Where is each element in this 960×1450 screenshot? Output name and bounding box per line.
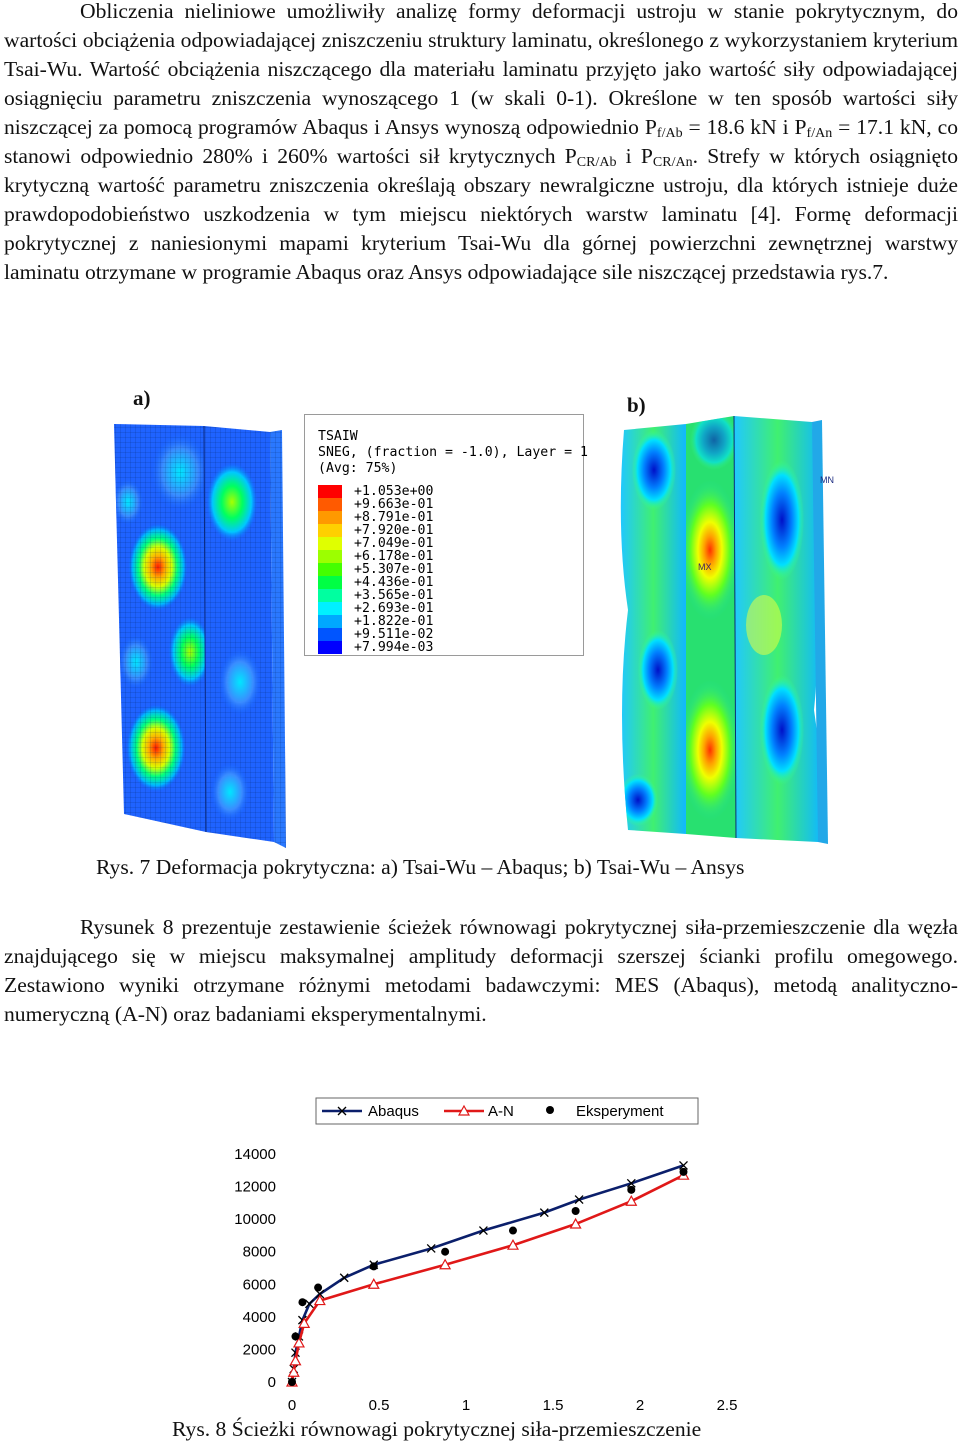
legend-value: +4.436e-01 — [354, 575, 434, 590]
legend-swatch — [318, 615, 342, 628]
figure-label-a: a) — [133, 386, 151, 410]
x-tick-label: 2.5 — [716, 1397, 738, 1414]
legend-swatch — [318, 550, 342, 563]
para1-text-1: Obliczenia nieliniowe umożliwiły analizę formy deformacji ustroju w stanie pokrytycznym, do wartości obciążenia odpowiadającej zniszczeniu struktury laminatu, określonego z wykorzystaniem kryterium Tsai-Wu. Wartość obciążenia niszczącego dla materiału laminatu przyjęto jako wartość siły odpowiadającej osiągnięciu parametru zniszczenia wynoszącego 1 (w skali 0-1). Określone w ten sposób wartości siły niszczącej za pomocą programów Abaqus i Ansys wynoszą odpowiednio P — [4, 0, 958, 139]
legend-label: Abaqus — [368, 1103, 419, 1120]
chart-legend — [316, 1098, 698, 1124]
tsaiw-legend — [304, 414, 588, 656]
para1-sub-2: f/An — [806, 126, 833, 141]
para1-text-4: i P — [616, 144, 653, 168]
x-tick-label: 1 — [461, 1397, 471, 1414]
legend-value: +1.822e-01 — [354, 614, 434, 629]
ansys-min-label: MN — [820, 475, 834, 485]
legend-value: +8.791e-01 — [354, 510, 434, 525]
marker-dot — [441, 1248, 449, 1256]
y-tick-label: 6000 — [242, 1276, 276, 1294]
series-line — [292, 1175, 684, 1382]
legend-value: +5.307e-01 — [354, 562, 434, 577]
legend-swatch — [318, 602, 342, 615]
legend-title-1: TSAIW — [318, 429, 358, 444]
figure7-caption: Rys. 7 Deformacja pokrytyczna: a) Tsai-Wu – Abaqus; b) Tsai-Wu – Ansys — [96, 855, 745, 879]
x-tick-label: 2 — [635, 1397, 645, 1414]
legend-swatch — [318, 641, 342, 654]
series-line — [292, 1165, 684, 1382]
figure8-caption: Rys. 8 Ścieżki równowagi pokrytycznej siła-przemieszczenie — [172, 1417, 702, 1441]
marker-dot — [291, 1332, 299, 1340]
marker-dot — [370, 1262, 378, 1270]
equilibrium-path-chart — [200, 1090, 760, 1420]
figure8-chart — [200, 1090, 760, 1425]
para1-text-3: = 17.1 kN, co stanowi odpowiednio 280% i 260% wartości sił krytycznych P — [4, 115, 958, 168]
legend-swatch — [318, 511, 342, 524]
x-tick-label: 0.5 — [368, 1397, 390, 1414]
legend-value: +7.994e-03 — [354, 640, 434, 655]
abaqus-fem-image — [100, 412, 310, 852]
x-tick-label: 1.5 — [542, 1397, 564, 1414]
legend-value: +7.920e-01 — [354, 523, 434, 538]
legend-label: Eksperyment — [576, 1103, 664, 1120]
marker-dot — [288, 1378, 296, 1386]
legend-title-3: (Avg: 75%) — [318, 461, 398, 476]
para1-sub-3: CR/Ab — [576, 155, 617, 170]
legend-value: +3.565e-01 — [354, 588, 434, 603]
y-tick-label: 4000 — [242, 1308, 276, 1326]
marker-dot — [314, 1284, 322, 1292]
legend-level-12 — [318, 641, 433, 654]
y-tick-label: 0 — [267, 1374, 276, 1391]
legend-value: +1.053e+00 — [354, 484, 434, 499]
para1-text-5: . Strefy w których osiągnięto krytyczną wartość parametru zniszczenia określają obszary newralgiczne ustroju, dla których istnieje duże prawdopodobieństwo uszkodzenia w tym miejscu niektórych warstw laminatu [4]. Formę deformacji pokrytycznej z naniesionymi mapami kryterium Tsai-Wu dla górnej powierzchni zewnętrznej warstwy laminatu otrzymane w programie Abaqus oraz Ansys odpowiadające sile niszczącej przedstawia rys.7. — [4, 144, 958, 284]
legend-title-2: SNEG, (fraction = -1.0), Layer = 1 — [318, 445, 588, 460]
legend-value: +6.178e-01 — [354, 549, 434, 564]
para1-sub-1: f/Ab — [656, 126, 683, 141]
y-tick-label: 2000 — [242, 1341, 276, 1359]
ansys-fem-image — [614, 410, 832, 844]
legend-label: A-N — [488, 1103, 514, 1120]
y-tick-label: 8000 — [242, 1243, 276, 1261]
paragraph-1 — [4, 0, 958, 287]
marker-dot — [572, 1207, 580, 1215]
figure-label-b: b) — [627, 393, 646, 417]
legend-swatch — [318, 589, 342, 602]
y-tick-label: 10000 — [234, 1211, 276, 1229]
marker-dot — [298, 1298, 306, 1306]
y-tick-label: 12000 — [234, 1178, 276, 1196]
para1-sub-4: CR/An — [652, 155, 693, 170]
chart-series — [287, 1161, 689, 1386]
legend-value: +9.663e-01 — [354, 497, 434, 512]
y-tick-label: 14000 — [234, 1146, 276, 1163]
legend-swatch — [318, 485, 342, 498]
legend-swatch — [318, 537, 342, 550]
para1-text-2: = 18.6 kN i P — [682, 115, 807, 139]
marker-triangle — [290, 1356, 300, 1365]
x-tick-label: 0 — [287, 1397, 297, 1414]
marker-dot — [546, 1106, 554, 1114]
legend-value: +2.693e-01 — [354, 601, 434, 616]
series-an — [287, 1170, 689, 1386]
marker-dot — [509, 1227, 517, 1235]
legend-swatch — [318, 498, 342, 511]
series-abaqus — [288, 1161, 688, 1386]
legend-swatch — [318, 524, 342, 537]
paragraph-2: Rysunek 8 prezentuje zestawienie ścieżek równowagi pokrytycznej siła-przemieszczenie dla węzła znajdującego się w miejscu maksymalnej amplitudy deformacji szerszej ścianki profilu omegowego. Zestawiono wyniki otrzymane różnymi metodami badawczymi: MES (Abaqus), metodą analityczno-numeryczną (A-N) oraz badaniami eksperymentalnymi. — [4, 915, 958, 1026]
legend-value: +7.049e-01 — [354, 536, 434, 551]
legend-value: +9.511e-02 — [354, 627, 434, 642]
marker-dot — [627, 1186, 635, 1194]
legend-swatch — [318, 628, 342, 641]
marker-dot — [680, 1168, 688, 1176]
legend-swatch — [318, 563, 342, 576]
ansys-max-label: MX — [698, 562, 712, 572]
legend-swatch — [318, 576, 342, 589]
